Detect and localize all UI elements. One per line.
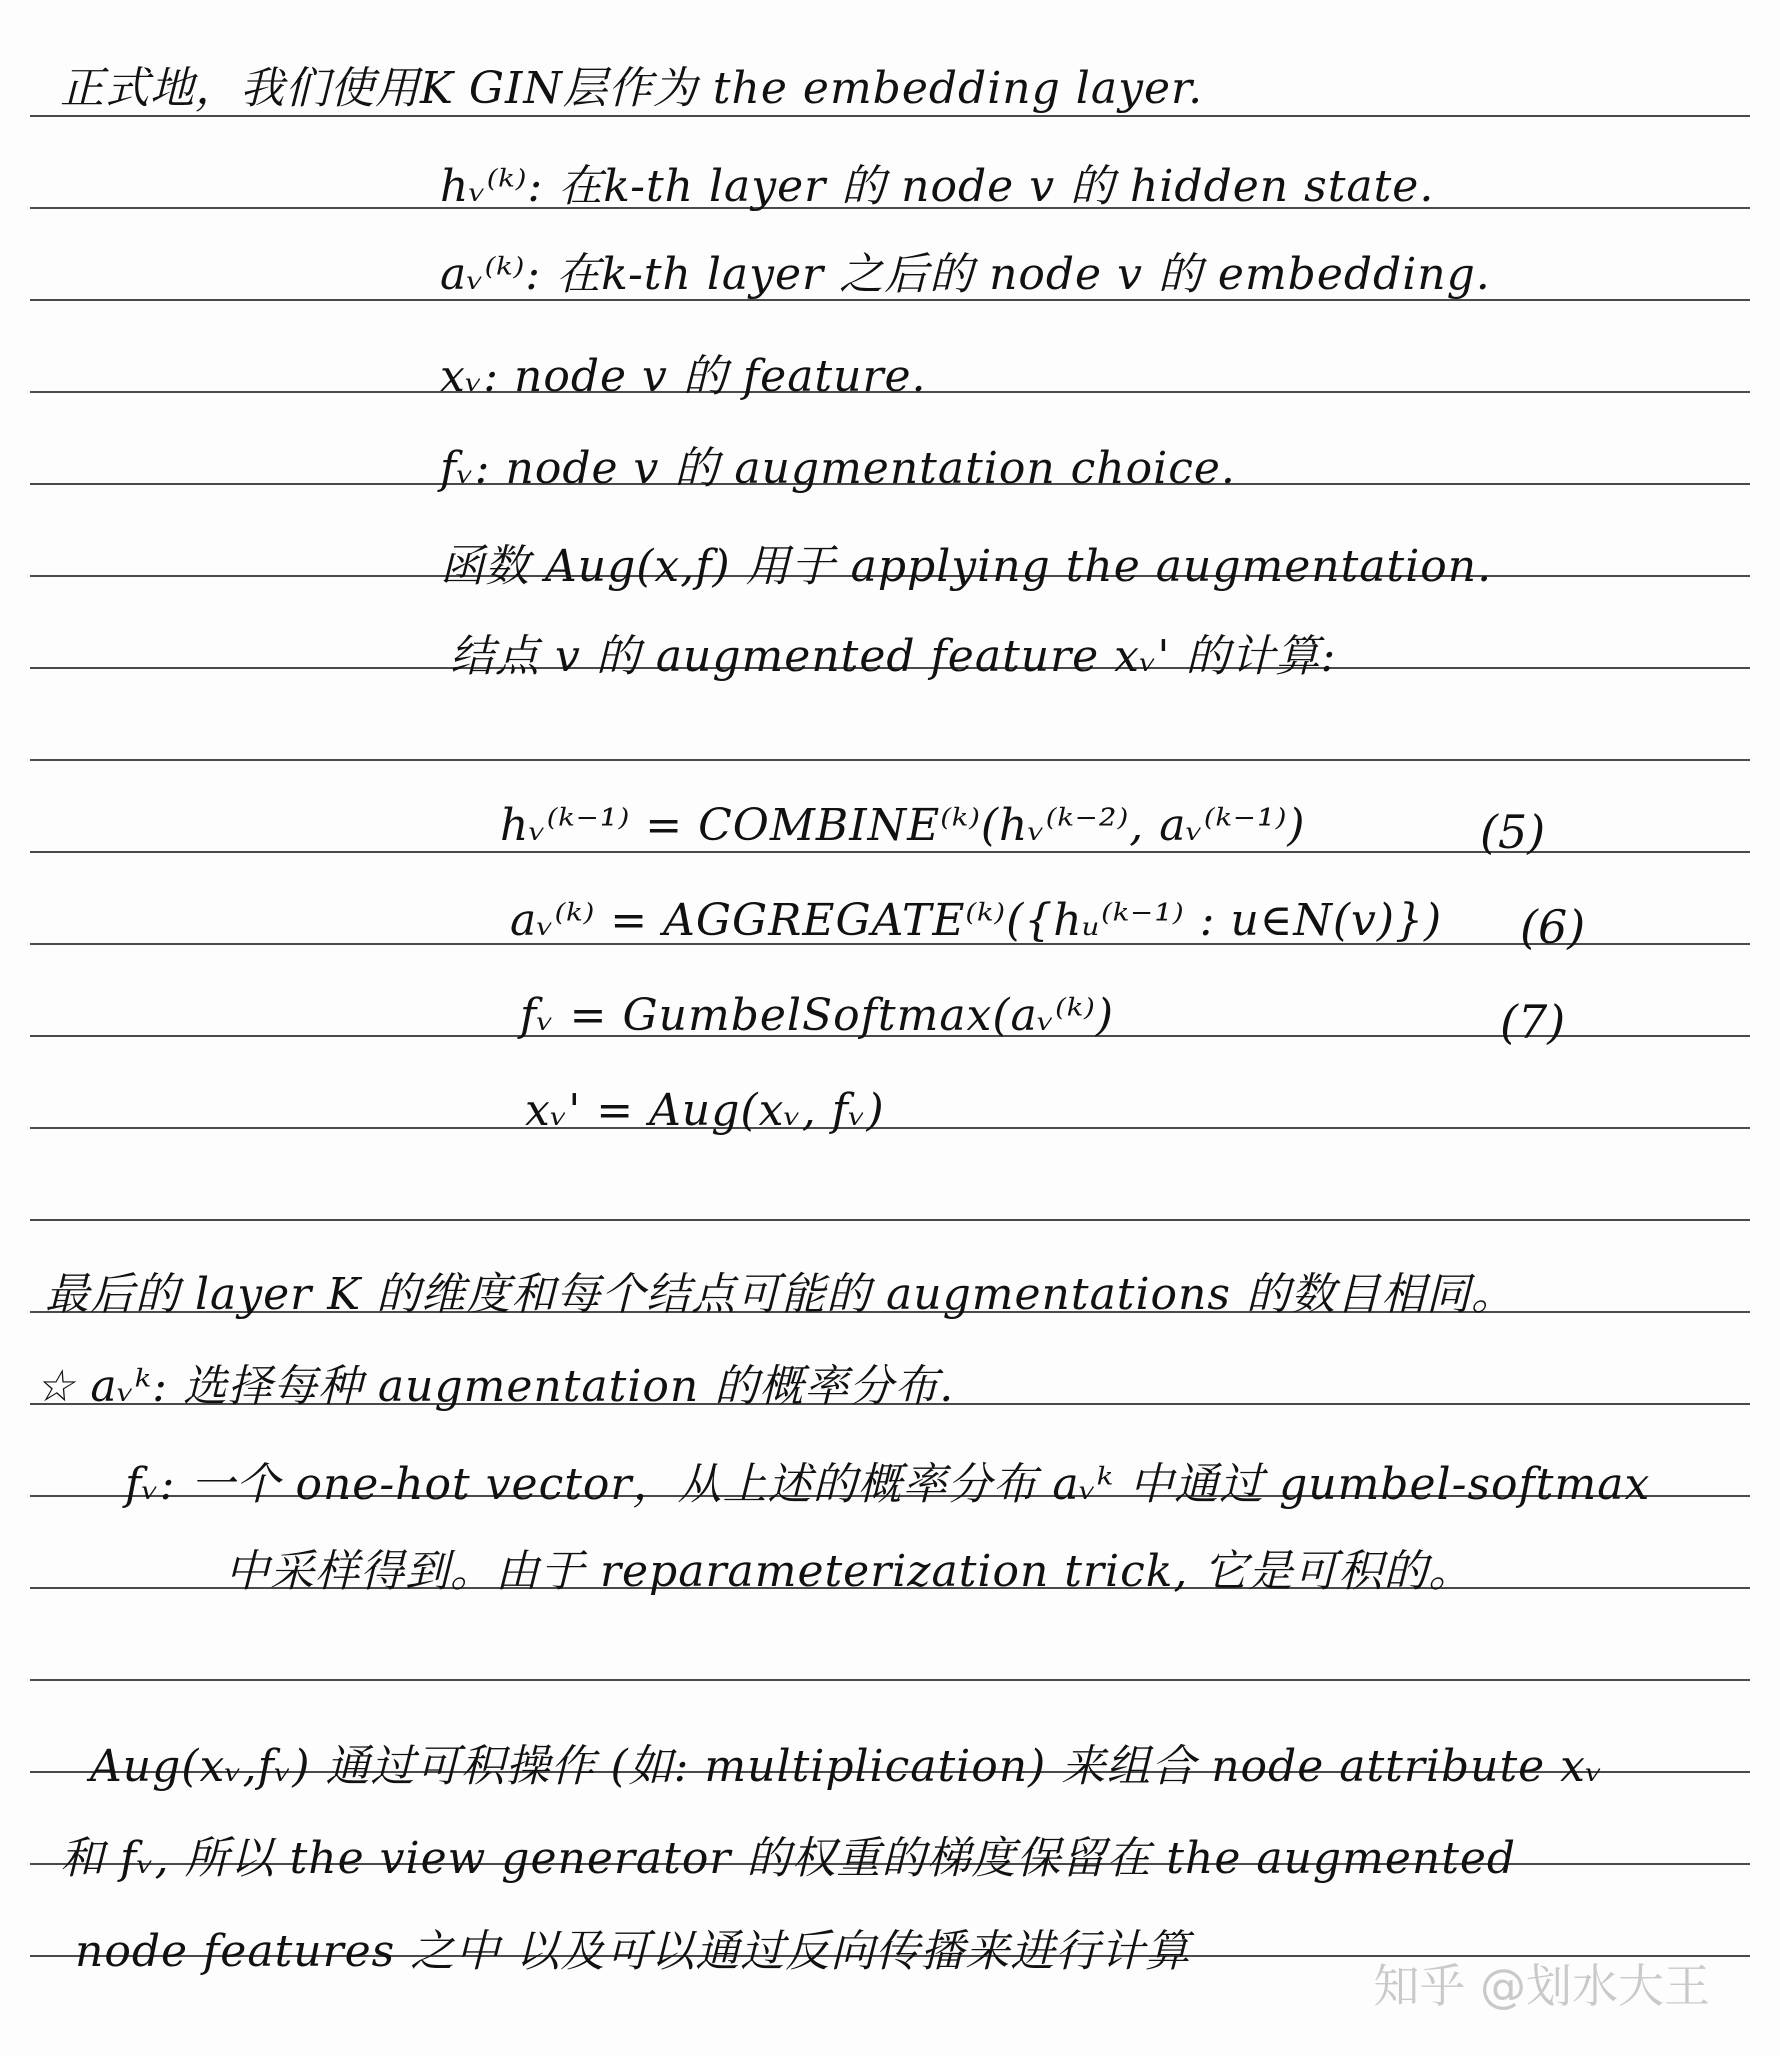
equation-5: hᵥ⁽ᵏ⁻¹⁾ = COMBINE⁽ᵏ⁾(hᵥ⁽ᵏ⁻²⁾, aᵥ⁽ᵏ⁻¹⁾) bbox=[500, 800, 1306, 851]
equation-aug: xᵥ' = Aug(xᵥ, fᵥ) bbox=[525, 1085, 885, 1136]
note-line: 结点 v 的 augmented feature xᵥ' 的计算: bbox=[450, 631, 1337, 682]
equation-number: (5) bbox=[1480, 805, 1546, 859]
note-line: Aug(xᵥ,fᵥ) 通过可积操作 (如: multiplication) 来组合 node attribute xᵥ bbox=[90, 1741, 1604, 1792]
note-line: 最后的 layer K 的维度和每个结点可能的 augmentations 的数目相同。 bbox=[45, 1269, 1516, 1320]
note-line: 和 fᵥ, 所以 the view generator 的权重的梯度保留在 the augmented bbox=[60, 1833, 1517, 1884]
equation-6: aᵥ⁽ᵏ⁾ = AGGREGATE⁽ᵏ⁾({hᵤ⁽ᵏ⁻¹⁾ : u∈N(v)}) bbox=[510, 895, 1443, 946]
note-line: fᵥ: node v 的 augmentation choice. bbox=[440, 443, 1236, 494]
note-line: hᵥ⁽ᵏ⁾: 在k-th layer 的 node v 的 hidden state. bbox=[440, 161, 1435, 212]
note-line: node features 之中 以及可以通过反向传播来进行计算 bbox=[75, 1926, 1191, 1977]
ruled-line bbox=[30, 1127, 1750, 1129]
note-line: 中采样得到。由于 reparameterization trick, 它是可积的。 bbox=[225, 1546, 1474, 1597]
note-line: 正式地，我们使用K GIN层作为 the embedding layer. bbox=[60, 63, 1204, 114]
ruled-line bbox=[30, 1219, 1750, 1221]
watermark: 知乎 @划水大王 bbox=[1373, 1959, 1710, 2013]
ruled-line bbox=[30, 1679, 1750, 1681]
note-line: 函数 Aug(x,f) 用于 applying the augmentation. bbox=[440, 541, 1493, 592]
equation-7: fᵥ = GumbelSoftmax(aᵥ⁽ᵏ⁾) bbox=[520, 990, 1114, 1041]
note-line: aᵥ⁽ᵏ⁾: 在k-th layer 之后的 node v 的 embedding. bbox=[440, 249, 1491, 300]
note-line: fᵥ: 一个 one-hot vector，从上述的概率分布 aᵥᵏ 中通过 gumbel-softmax bbox=[125, 1459, 1651, 1510]
equation-number: (7) bbox=[1500, 995, 1566, 1049]
equation-number: (6) bbox=[1520, 900, 1586, 954]
note-line: xᵥ: node v 的 feature. bbox=[440, 351, 927, 402]
ruled-line bbox=[30, 759, 1750, 761]
note-line: ☆ aᵥᵏ: 选择每种 augmentation 的概率分布. bbox=[35, 1361, 955, 1412]
